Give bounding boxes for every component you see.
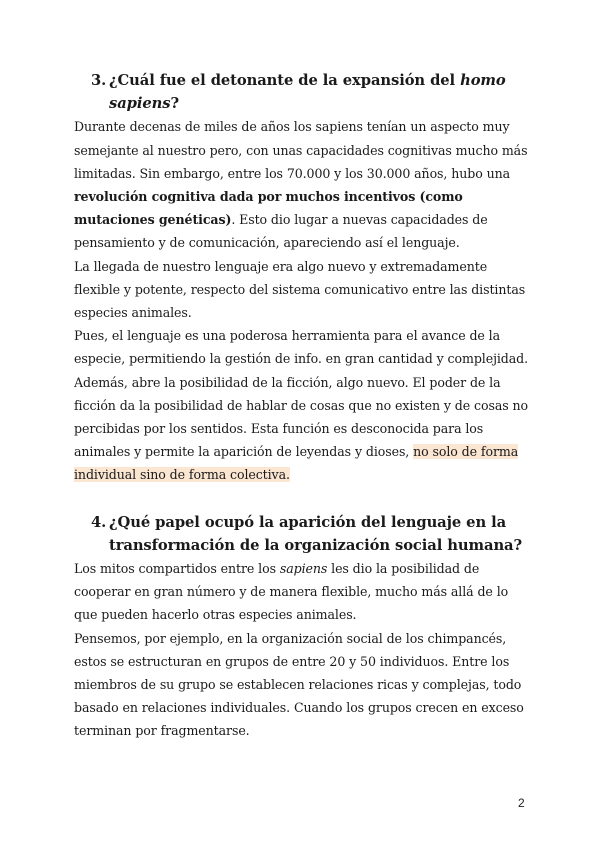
question-3-paragraph-3	[74, 324, 534, 486]
question-3-number: 3.	[91, 72, 107, 89]
question-3-paragraph-2: La llegada de nuestro lenguaje era algo nuevo y extremadamente flexible y potente, respecto del sistema comunicativo entre las distintas especies animales.	[74, 258, 526, 321]
q3-p1-text-a: Durante decenas de miles de años los sapiens tenían un aspecto muy semejante al nuestro pero, con unas capacidades cognitivas mucho más limitadas. Sin embargo, entre los 70.000 y los 30.000 años, hubo una	[74, 119, 528, 181]
question-3-paragraph-1	[74, 115, 534, 254]
q4-p1-text-b: les dio la posibilidad de cooperar en gran número y de manera flexible, mucho más allá de lo que pueden hacerlo otras especies animales.	[74, 561, 509, 623]
q4-p1-text-a: Los mitos compartidos entre los	[74, 561, 280, 577]
question-3-title-italic: homo sapiens	[109, 72, 506, 113]
question-4-title: ¿Qué papel ocupó la aparición del lenguaje en la transformación de la organización social humana?	[109, 513, 523, 554]
q4-p1-italic-text: sapiens	[279, 561, 328, 577]
question-4-heading	[74, 511, 534, 557]
section-spacer	[74, 487, 534, 511]
question-4-paragraph-1	[74, 557, 534, 627]
question-3-title-start: ¿Cuál fue el detonante de la expansión del	[109, 72, 461, 89]
question-4-paragraph-2: Pensemos, por ejemplo, en la organización social de los chimpancés, estos se estructuran en grupos de entre 20 y 50 individuos. Entre los miembros de su grupo se establecen relaciones ricas y complejas, todo basado en relaciones individuales. Cuando los grupos crecen en exceso terminan por fragmentarse.	[74, 630, 524, 739]
q3-p3-text: Pues, el lenguaje es una poderosa herramienta para el avance de la especie, permitiendo la gestión de info. en gran cantidad y complejidad. Además, abre la posibilidad de la ficción, algo nuevo. El poder de la ficción da la posibilidad de hablar de cosas que no existen y de cosas no percibidas por los sentidos. Esta función es desconocida para los animales y permite la aparición de leyendas y dioses,	[74, 328, 529, 460]
question-3-heading	[74, 69, 534, 115]
question-4-number: 4.	[91, 513, 107, 531]
page-body	[74, 69, 534, 743]
page-number: 2	[518, 796, 525, 810]
question-3-title-end: ?	[170, 95, 179, 113]
highlighted-text: no solo de forma individual sino de forma colectiva.	[74, 444, 519, 483]
q3-p1-bold-text: revolución cognitiva dada por muchos incentivos (como mutaciones genéticas)	[74, 189, 463, 228]
q3-p1-text-b: . Esto dio lugar a nuevas capacidades de pensamiento y de comunicación, apareciendo así el lenguaje.	[74, 212, 488, 251]
